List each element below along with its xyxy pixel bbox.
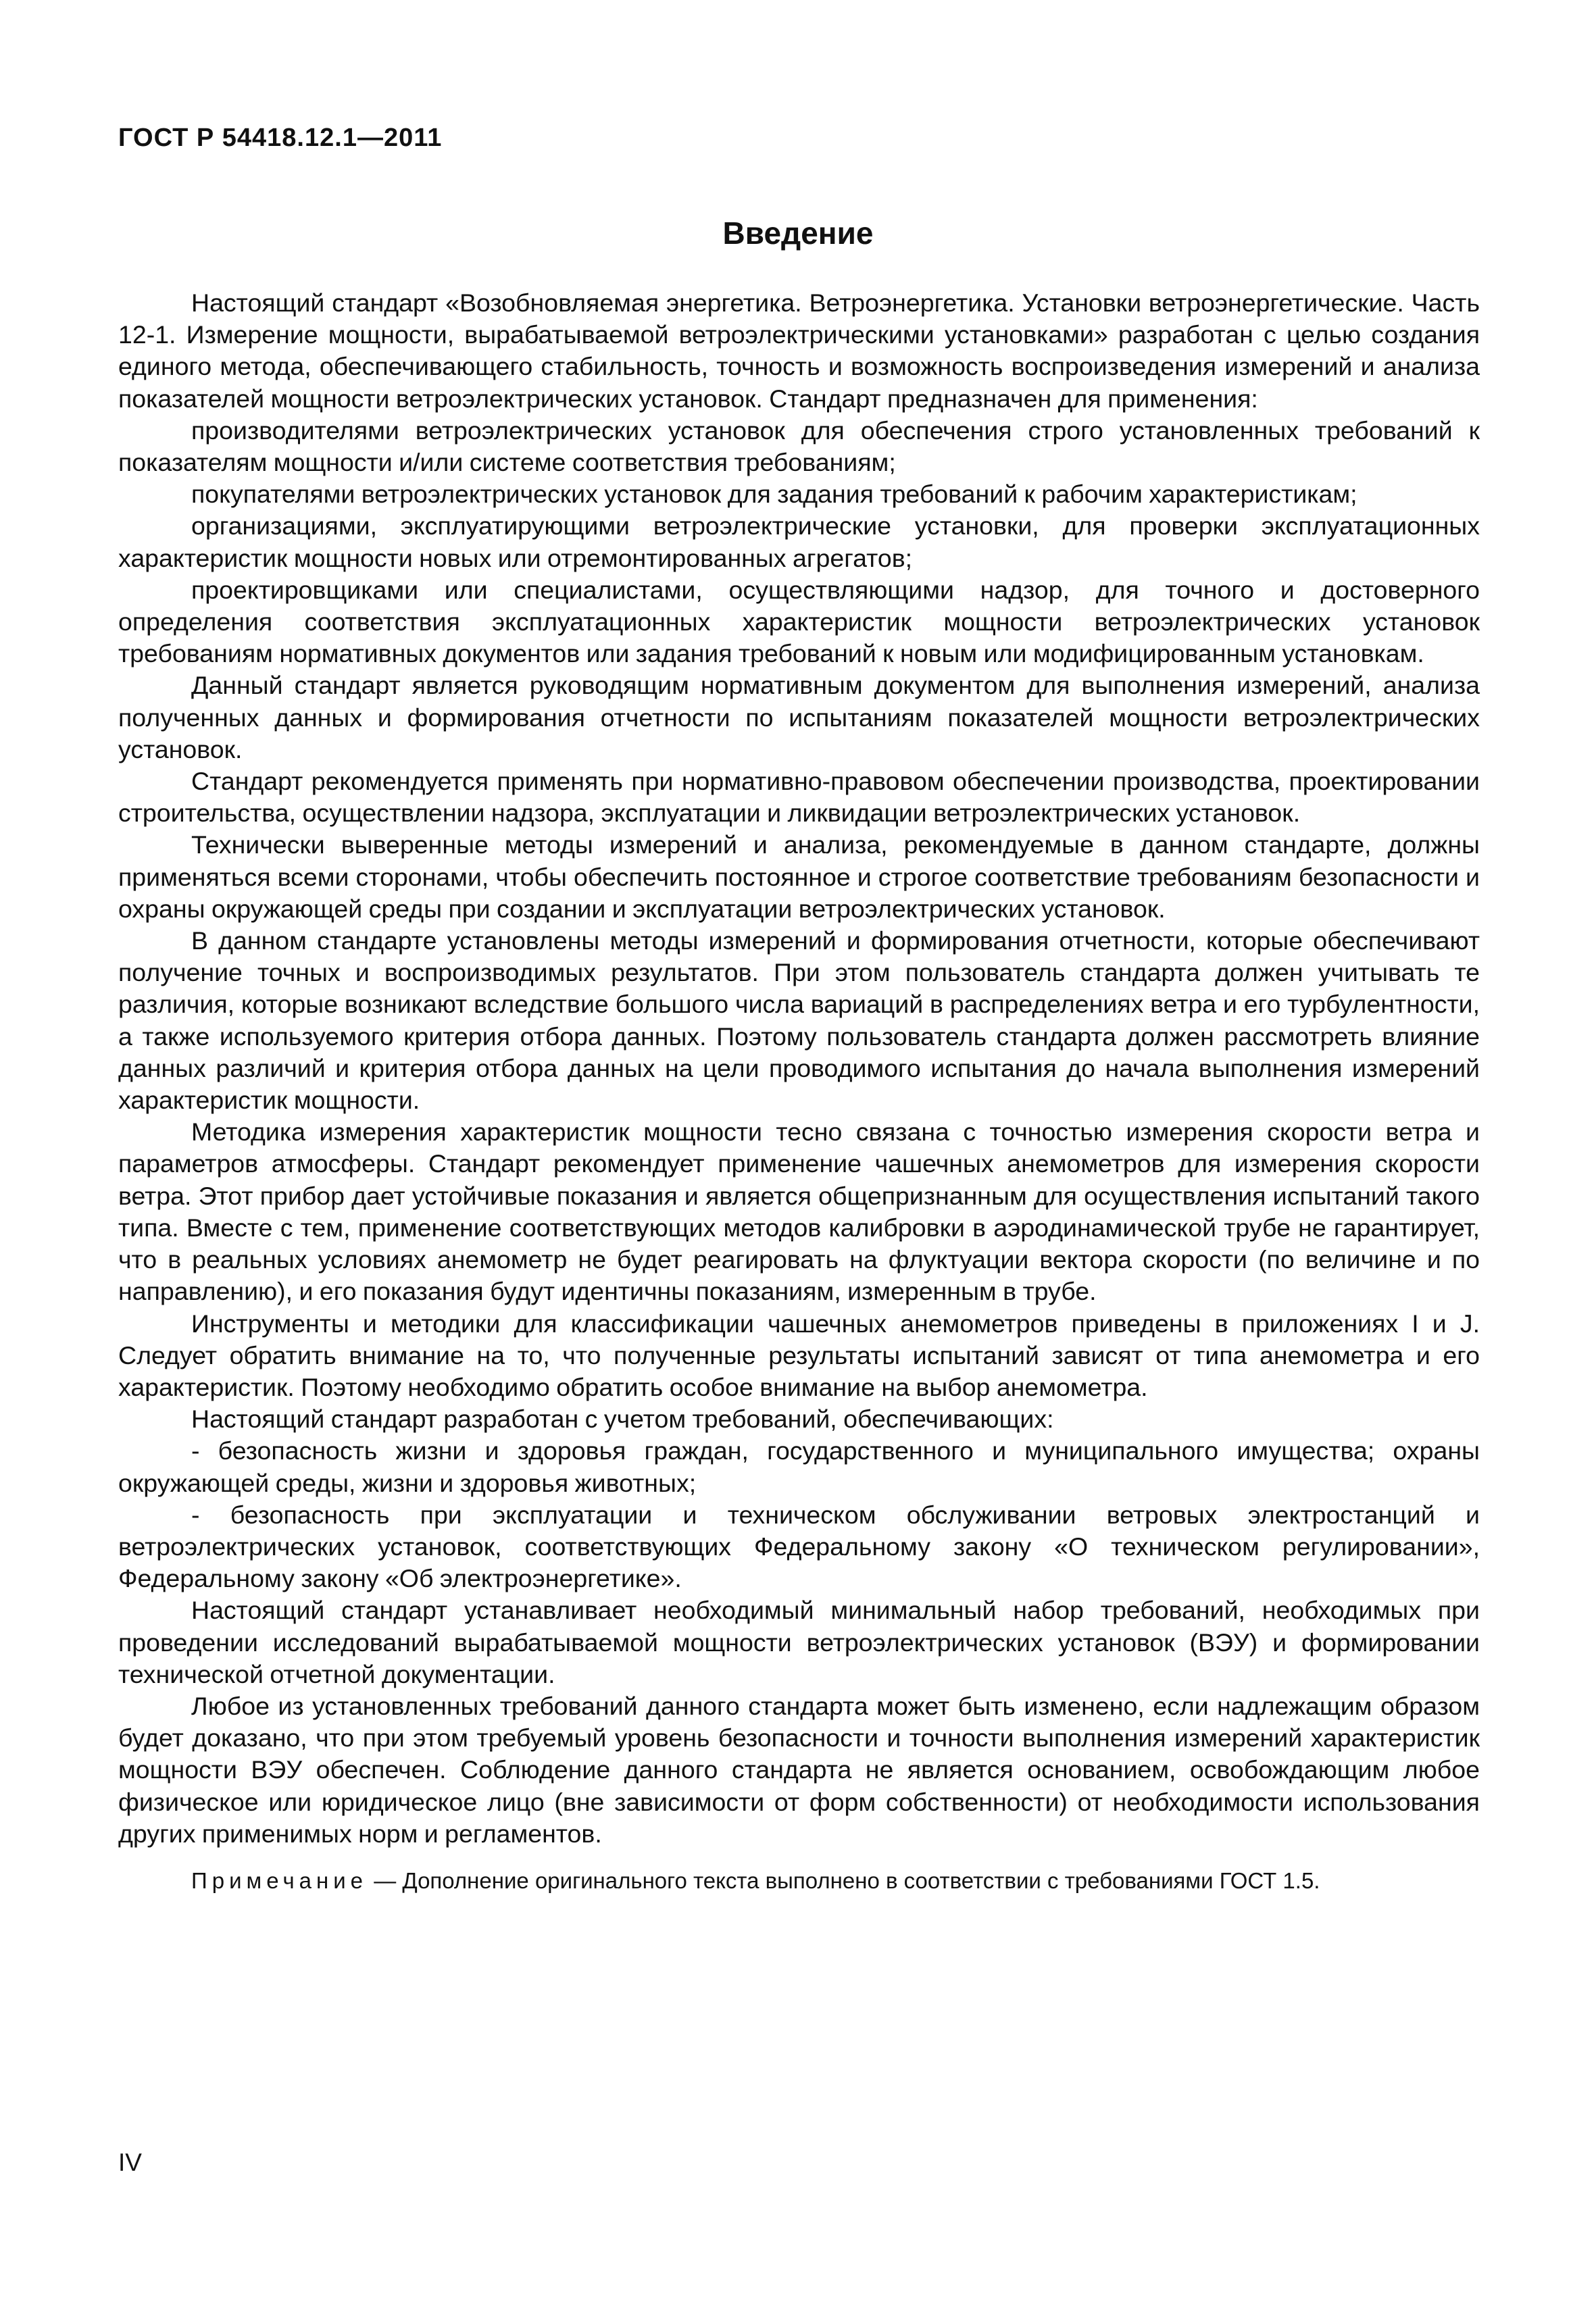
paragraph: Стандарт рекомендуется применять при нормативно-правовом обеспечении производства, проектировании строительства, осуществлении надзора, эксплуатации и ликвидации ветроэлектрических установок. xyxy=(118,767,1480,828)
paragraph: - безопасность при эксплуатации и техническом обслуживании ветровых электростанций и ветроэлектрических установок, соответствующих Федеральному закону «О техническом регулировании», Федеральному закону «Об электроэнергетике». xyxy=(118,1500,1480,1593)
paragraph: В данном стандарте установлены методы измерений и формирования отчетности, которые обеспечивают получение точных и воспроизводимых результатов. При этом пользователь стандарта должен учитывать те различия, которые возникают вследствие большого числа вариаций в распределениях ветра и его турбулентности, а также используемого критерия отбора данных. Поэтому пользователь стандарта должен рассмотреть влияние данных различий и критерия отбора данных на цели проводимого испытания до начала выполнения измерений характеристик мощности. xyxy=(118,926,1480,1115)
paragraph: Технически выверенные методы измерений и анализа, рекомендуемые в данном стандарте, должны применяться всеми сторонами, чтобы обеспечить постоянное и строгое соответствие требованиям безопасности и охраны окружающей среды при создании и эксплуатации ветроэлектрических установок. xyxy=(118,830,1480,923)
note-text: — Дополнение оригинального текста выполнено в соответствии с требованиями ГОСТ 1.5. xyxy=(374,1867,1320,1893)
page-number: IV xyxy=(118,2148,142,2176)
paragraph: Настоящий стандарт разработан с учетом требований, обеспечивающих: xyxy=(191,1405,1054,1434)
section-body xyxy=(118,287,1480,1896)
section-title: Введение xyxy=(722,216,874,251)
paragraph: Данный стандарт является руководящим нормативным документом для выполнения измерений, анализа полученных данных и формирования отчетности по испытаниям показателей мощности ветроэлектрических установок. xyxy=(118,671,1480,763)
paragraph: Настоящий стандарт устанавливает необходимый минимальный набор требований, необходимых при проведении исследований вырабатываемой мощности ветроэлектрических установок (ВЭУ) и формировании технической отчетной документации. xyxy=(118,1596,1480,1688)
paragraph: - безопасность жизни и здоровья граждан, государственного и муниципального имущества; охраны окружающей среды, жизни и здоровья животных; xyxy=(118,1436,1480,1497)
paragraph: проектировщиками или специалистами, осуществляющими надзор, для точного и достоверного определения соответствия эксплуатационных характеристик мощности ветроэлектрических установок требованиям нормативных документов или задания требований к новым или модифицированным установкам. xyxy=(118,575,1480,668)
paragraph: производителями ветроэлектрических установок для обеспечения строго установленных требований к показателям мощности и/или системе соответствия требованиям; xyxy=(118,416,1480,477)
note-label: Примечание xyxy=(191,1867,368,1893)
paragraph: Инструменты и методики для классификации чашечных анемометров приведены в приложениях I и J. Следует обратить внимание на то, что полученные результаты испытаний зависят от типа анемометра и его характеристик. Поэтому необходимо обратить особое внимание на выбор анемометра. xyxy=(118,1309,1480,1401)
paragraph: Любое из установленных требований данного стандарта может быть изменено, если надлежащим образом будет доказано, что при этом требуемый уровень безопасности и точности выполнения измерений характеристик мощности ВЭУ обеспечен. Соблюдение данного стандарта не является основанием, освобождающим любое физическое или юридическое лицо (вне зависимости от форм собственности) от необходимости использования других применимых норм и регламентов. xyxy=(118,1691,1480,1848)
paragraph: Настоящий стандарт «Возобновляемая энергетика. Ветроэнергетика. Установки ветроэнергетические. Часть 12-1. Измерение мощности, вырабатываемой ветроэлектрическими установками» разработан с целью создания единого метода, обеспечивающего стабильность, точность и возможность воспроизведения измерений и анализа показателей мощности ветроэлектрических установок. Стандарт предназначен для применения: xyxy=(118,288,1480,413)
note xyxy=(118,1866,1480,1896)
paragraph: покупателями ветроэлектрических установок для задания требований к рабочим характеристикам; xyxy=(191,480,1357,509)
paragraph: Методика измерения характеристик мощности тесно связана с точностью измерения скорости ветра и параметров атмосферы. Стандарт рекомендует применение чашечных анемометров для измерения скорости ветра. Этот прибор дает устойчивые показания и является общепризнанным для осуществления испытаний такого типа. Вместе с тем, применение соответствующих методов калибровки в аэродинамической трубе не гарантирует, что в реальных условиях анемометр не будет реагировать на флуктуации вектора скорости (по величине и по направлению), и его показания будут идентичны показаниям, измеренным в трубе. xyxy=(118,1117,1480,1306)
standard-code-header: ГОСТ Р 54418.12.1—2011 xyxy=(118,124,443,152)
paragraph: организациями, эксплуатирующими ветроэлектрические установки, для проверки эксплуатационных характеристик мощности новых или отремонтированных агрегатов; xyxy=(118,511,1480,572)
